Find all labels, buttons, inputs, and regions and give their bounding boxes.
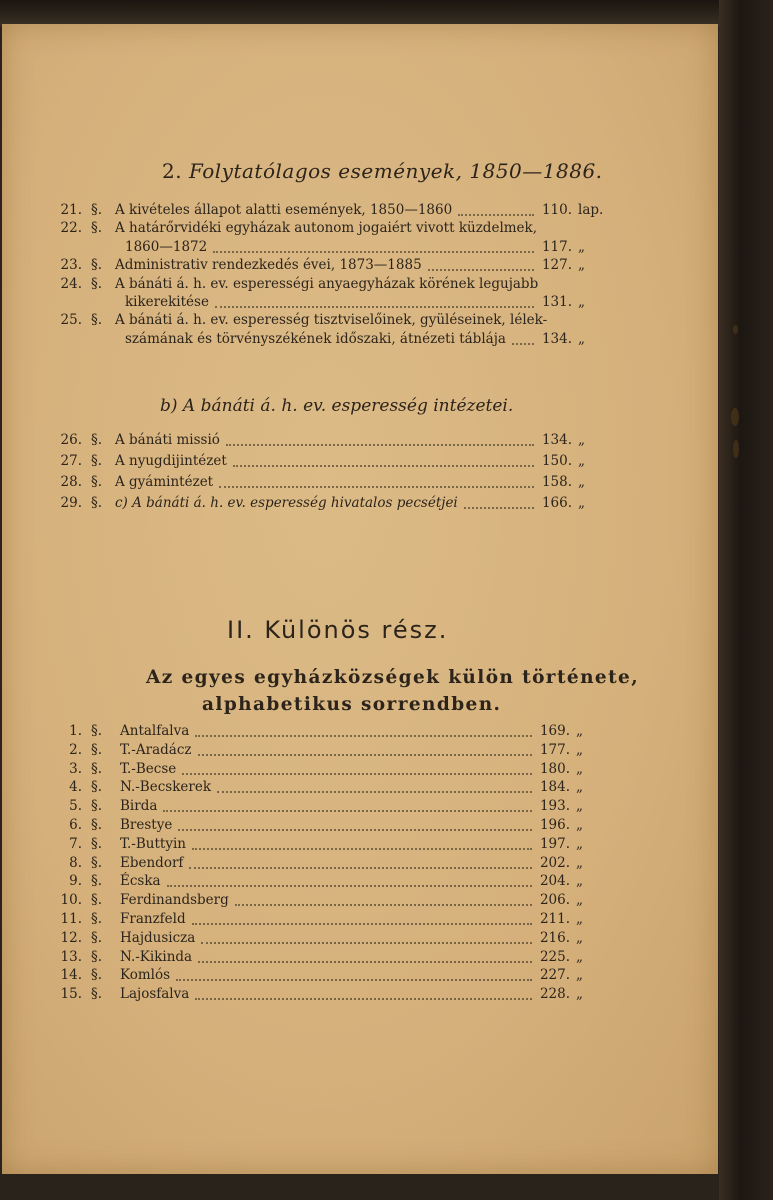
entry-title: Ebendorf: [120, 854, 184, 871]
entry-page-label: „: [576, 967, 583, 984]
dot-leader: [226, 426, 534, 446]
entry-title: N.-Kikinda: [120, 948, 193, 965]
dot-leader: [428, 251, 534, 271]
entry-page-label: „: [576, 817, 583, 833]
entry-number: 5.: [69, 798, 82, 815]
entry-title: Komlós: [120, 967, 171, 984]
entry-page-label: „: [578, 294, 585, 310]
entry-number: 9.: [69, 873, 82, 890]
dot-leader: [198, 943, 532, 963]
toc-entry: [2, 494, 718, 512]
section-sign: §.: [91, 257, 103, 274]
entry-page-label: „: [576, 760, 583, 777]
entry-number: 6.: [69, 817, 82, 833]
toc-entry: [2, 293, 718, 311]
stain-mark: [731, 408, 739, 426]
section-title: Folytatólagos események, 1850—1886.: [188, 159, 603, 183]
scan-top-edge: [0, 0, 773, 26]
toc-entry: [2, 311, 718, 329]
part-subtitle-line-1: Az egyes egyházközségek külön története,: [146, 667, 640, 688]
entry-number: 15.: [60, 986, 82, 1003]
entry-page-label: „: [576, 798, 583, 815]
entry-title: T.-Becse: [120, 760, 177, 777]
dot-leader: [458, 196, 534, 216]
section-sign: §.: [91, 873, 103, 890]
section-sign: §.: [91, 432, 103, 448]
section-sign: §.: [91, 312, 103, 329]
entry-title: Lajosfalva: [120, 986, 190, 1003]
toc-entry: [2, 256, 718, 274]
entry-number: 22.: [60, 220, 82, 237]
toc-entry: [2, 473, 718, 491]
entry-page: 134.: [541, 432, 572, 448]
entry-page-label: „: [578, 432, 585, 448]
dot-leader: [163, 792, 532, 812]
dot-leader: [167, 867, 532, 887]
entry-title: Brestye: [120, 817, 173, 833]
section-sign: §.: [91, 779, 103, 796]
entry-page-label: „: [576, 986, 583, 1003]
part-title: II. Különös rész.: [227, 616, 449, 644]
section-sign: §.: [91, 453, 103, 469]
section-sign: §.: [91, 202, 103, 218]
dot-leader: [182, 755, 532, 775]
entry-page-label: „: [576, 854, 583, 871]
book-page: [2, 24, 718, 1174]
entry-page: 228.: [539, 986, 570, 1003]
entry-number: 7.: [69, 835, 82, 852]
dot-leader: [217, 773, 532, 793]
entry-page-label: lap.: [578, 202, 604, 218]
entry-page: 206.: [539, 892, 570, 909]
entry-page: 202.: [539, 854, 570, 871]
section-heading: [162, 159, 603, 183]
entry-page-label: „: [578, 330, 585, 347]
entry-page: 184.: [539, 779, 570, 796]
entry-page: 211.: [539, 911, 570, 927]
toc-entry: [2, 985, 718, 1003]
dot-leader: [176, 961, 532, 981]
entry-number: 27.: [60, 453, 82, 469]
section-sign: §.: [91, 798, 103, 815]
entry-title: Antalfalva: [120, 723, 190, 739]
entry-title: Franzfeld: [120, 911, 186, 927]
entry-page: 204.: [539, 873, 570, 890]
section-sign: §.: [91, 948, 103, 965]
section-sign: §.: [91, 723, 103, 739]
part-subtitle-line-2: alphabetikus sorrendben.: [202, 694, 502, 715]
entry-title: A határőrvidéki egyházak autonom jogaiért vivott küzdelmek,: [115, 220, 538, 237]
entry-title: kikerekitése: [125, 294, 209, 310]
dot-leader: [464, 489, 534, 509]
section-sign: §.: [91, 817, 103, 833]
dot-leader: [192, 830, 532, 850]
entry-page: 180.: [539, 760, 570, 777]
entry-page-label: „: [578, 453, 585, 469]
entry-page: 110.: [541, 202, 572, 218]
entry-page: 225.: [539, 948, 570, 965]
entry-title: A bánáti missió: [115, 432, 220, 448]
entry-page: 158.: [541, 474, 572, 490]
stain-mark: [733, 440, 739, 458]
entry-title: c) A bánáti á. h. ev. esperesség hivatalos pecsétjei: [115, 495, 458, 511]
entry-page-label: „: [576, 929, 583, 946]
section-sign: §.: [91, 495, 103, 511]
dot-leader: [512, 325, 534, 345]
entry-number: 1.: [69, 723, 82, 739]
dot-leader: [201, 924, 532, 944]
section-sign: §.: [91, 474, 103, 490]
scan-book-edge: [719, 0, 773, 1200]
entry-title: számának és törvényszékének időszaki, átnézeti táblája: [125, 330, 506, 347]
entry-page: 196.: [539, 817, 570, 833]
section-sign: §.: [91, 835, 103, 852]
section-sign: §.: [91, 986, 103, 1003]
entry-page: 177.: [539, 741, 570, 758]
entry-page: 117.: [541, 238, 572, 255]
dot-leader: [195, 980, 532, 1000]
dot-leader: [189, 849, 532, 869]
dot-leader: [178, 811, 532, 831]
entry-page: 134.: [541, 330, 572, 347]
entry-number: 8.: [69, 854, 82, 871]
toc-entry: [2, 238, 718, 256]
entry-page: 150.: [541, 453, 572, 469]
entry-page: 166.: [541, 495, 572, 511]
entry-number: 3.: [69, 760, 82, 777]
entry-page-label: „: [576, 723, 583, 739]
subsection-heading: b) A bánáti á. h. ev. esperesség intézetei.: [160, 396, 514, 416]
entry-page: 169.: [539, 723, 570, 739]
entry-number: 12.: [60, 929, 82, 946]
section-sign: §.: [91, 741, 103, 758]
entry-page: 193.: [539, 798, 570, 815]
entry-number: 23.: [60, 257, 82, 274]
entry-page-label: „: [578, 474, 585, 490]
entry-title: A gyámintézet: [115, 474, 214, 490]
dot-leader: [219, 468, 534, 488]
section-sign: §.: [91, 760, 103, 777]
entry-number: 4.: [69, 779, 82, 796]
section-number: 2.: [162, 159, 183, 183]
entry-title: T.-Buttyin: [120, 835, 186, 852]
entry-number: 2.: [69, 741, 82, 758]
entry-page-label: „: [578, 257, 585, 274]
entry-page: 131.: [541, 294, 572, 310]
section-sign: §.: [91, 967, 103, 984]
entry-title: T.-Aradácz: [120, 741, 192, 758]
entry-title: Administrativ rendezkedés évei, 1873—1885: [115, 257, 422, 274]
entry-number: 29.: [60, 495, 82, 511]
dot-leader: [215, 288, 534, 308]
toc-entry: [2, 330, 718, 348]
entry-number: 26.: [60, 432, 82, 448]
entry-page-label: „: [576, 741, 583, 758]
entry-title: Écska: [120, 873, 161, 890]
entry-number: 13.: [60, 948, 82, 965]
entry-number: 10.: [60, 892, 82, 909]
section-sign: §.: [91, 854, 103, 871]
entry-number: 21.: [60, 202, 82, 218]
entry-number: 25.: [60, 312, 82, 329]
dot-leader: [192, 905, 532, 925]
entry-page: 227.: [539, 967, 570, 984]
section-sign: §.: [91, 275, 103, 292]
entry-page-label: „: [578, 495, 585, 511]
entry-number: 24.: [60, 275, 82, 292]
section-sign: §.: [91, 220, 103, 237]
entry-page-label: „: [576, 873, 583, 890]
entry-title: A nyugdijintézet: [115, 453, 227, 469]
entry-number: 11.: [60, 911, 82, 927]
entry-page: 197.: [539, 835, 570, 852]
stain-mark: [733, 325, 738, 334]
section-sign: §.: [91, 929, 103, 946]
entry-page-label: „: [576, 911, 583, 927]
section-sign: §.: [91, 892, 103, 909]
entry-number: 14.: [60, 967, 82, 984]
entry-number: 28.: [60, 474, 82, 490]
dot-leader: [235, 886, 532, 906]
entry-title: 1860—1872: [125, 238, 208, 255]
entry-title: Birda: [120, 798, 158, 815]
toc-entry: [2, 201, 718, 219]
dot-leader: [195, 717, 532, 737]
entry-page-label: „: [576, 948, 583, 965]
dot-leader: [213, 233, 534, 253]
entry-title: A bánáti á. h. ev. esperességi anyaegyházak körének legujabb: [115, 275, 539, 292]
section-sign: §.: [91, 911, 103, 927]
entry-page-label: „: [576, 835, 583, 852]
entry-title: N.-Becskerek: [120, 779, 211, 796]
dot-leader: [198, 736, 533, 756]
entry-title: A kivételes állapot alatti események, 1850—1860: [115, 202, 453, 218]
entry-title: Ferdinandsberg: [120, 892, 229, 909]
entry-title: A bánáti á. h. ev. esperesség tisztviselőinek, gyüléseinek, lélek-: [115, 312, 548, 329]
entry-page: 127.: [541, 257, 572, 274]
entry-page-label: „: [576, 779, 583, 796]
entry-page-label: „: [576, 892, 583, 909]
entry-page: 216.: [539, 929, 570, 946]
dot-leader: [233, 447, 534, 467]
entry-title: Hajdusicza: [120, 929, 196, 946]
entry-page-label: „: [578, 238, 585, 255]
